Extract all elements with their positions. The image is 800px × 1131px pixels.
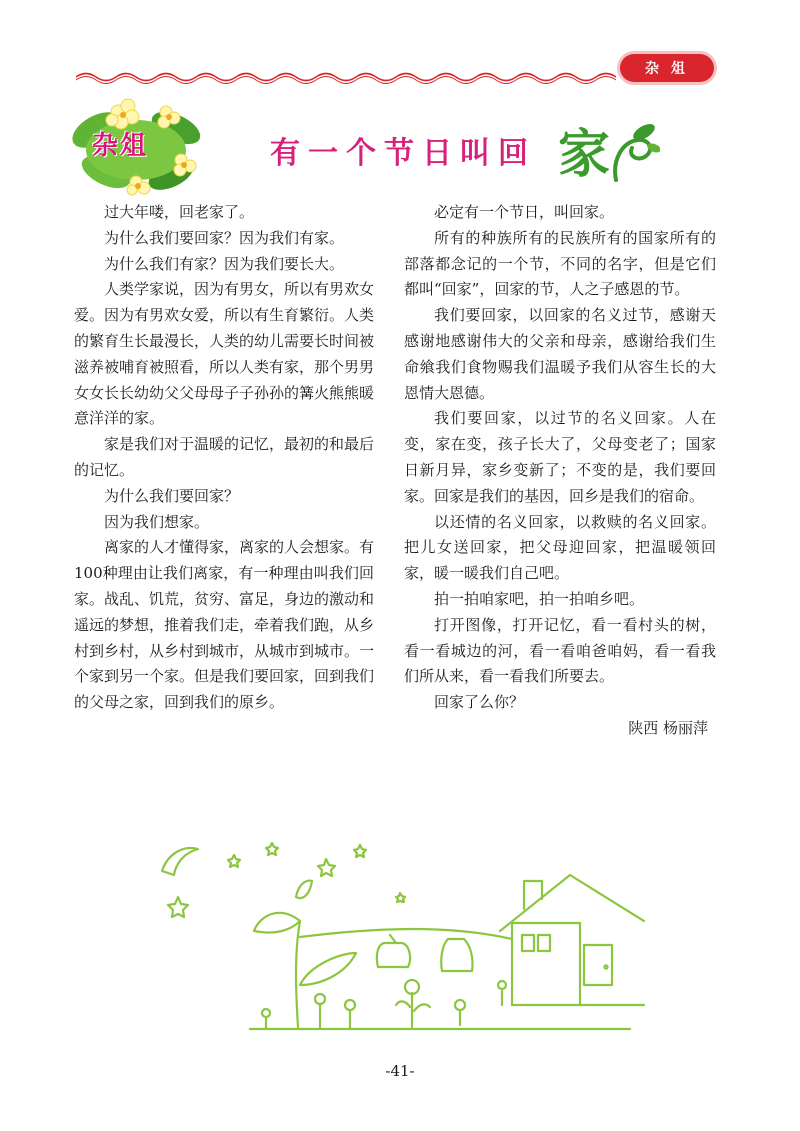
- page-number: -41-: [385, 1062, 415, 1080]
- paragraph: 打开图像，打开记忆，看一看村头的树，看一看城边的河，看一看咱爸咱妈，看一看我们所从来，看一看我们所要去。: [404, 615, 716, 686]
- star-icon: [168, 897, 188, 917]
- paragraph: 所有的种族所有的民族所有的国家所有的部落都念记的一个节，不同的名字，但是它们都叫“回家”，回家的节，人之子感恩的节。: [404, 228, 716, 299]
- paragraph: 回家了么你？: [434, 693, 525, 712]
- article-column-right: [404, 200, 716, 742]
- paragraph: 人类学家说，因为有男女，所以有男欢女爱。因为有男欢女爱，所以有生育繁衍。人类的繁育生长最漫长，人类的幼儿需要长时间被滋养被哺育被照看，所以人类有家，那个男男女女长长幼幼父父母母子子孙孙的篝火熊熊暖意洋洋的家。: [74, 280, 375, 428]
- star-icon: [266, 843, 278, 855]
- paragraph: 离家的人才懂得家，离家的人会想家。有100种理由让我们离家，有一种理由叫我们回家。战乱、饥荒，贫穷、富足，身边的激动和遥远的梦想，推着我们走，牵着我们跑，从乡村到乡村，从乡村到城市，从城市到城市。一个家到另一个家。但是我们要回家，回到我们的父母之家，回到我们的原乡。: [74, 538, 375, 712]
- paragraph: 我们要回家，以过节的名义回家。人在变，家在变，孩子长大了，父母变老了；国家日新月异，家乡变新了；不变的是，我们要回家。回家是我们的基因，回乡是我们的宿命。: [404, 409, 716, 505]
- decorative-wavy-rule: [76, 70, 616, 84]
- moon-icon: [162, 848, 198, 875]
- star-icon: [396, 893, 405, 902]
- paragraph: 为什么我们要回家？: [104, 486, 240, 505]
- section-badge-label: 杂俎: [92, 130, 149, 160]
- star-icon: [318, 859, 335, 876]
- paragraph: 为什么我们要回家？因为我们有家。: [104, 228, 345, 247]
- article-title: 有一个节日叫回: [270, 137, 536, 170]
- paragraph: 过大年喽，回老家了。: [104, 203, 255, 221]
- star-icon: [228, 855, 240, 867]
- paragraph: 家是我们对于温暖的记忆，最初的和最后的记忆。: [74, 435, 375, 479]
- paragraph: 我们要回家，以回家的名义过节，感谢天感谢地感谢伟大的父亲和母亲，感谢给我们生命飨我们食物赐我们温暖予我们从容生长的大恩情大恩德。: [404, 306, 716, 402]
- section-tab: 杂 俎: [620, 54, 714, 82]
- paragraph: 拍一拍咱家吧，拍一拍咱乡吧。: [434, 589, 645, 608]
- author-byline: 陕西 杨丽萍: [628, 718, 708, 737]
- leaf-swirl-icon: [608, 120, 660, 186]
- paragraph: 为什么我们有家？因为我们要长大。: [104, 254, 345, 273]
- paragraph: 以还情的名义回家，以救赎的名义回家。把儿女送回家，把父母迎回家，把温暖领回家，暖一暖我们自己吧。: [404, 512, 716, 583]
- paragraph: 必定有一个节日，叫回家。: [434, 203, 615, 221]
- star-icon: [354, 845, 366, 857]
- paragraph: 因为我们想家。: [104, 512, 210, 531]
- article-column-left: [74, 200, 374, 716]
- home-illustration: [150, 835, 650, 1035]
- article-title-last-char: 家: [558, 126, 611, 184]
